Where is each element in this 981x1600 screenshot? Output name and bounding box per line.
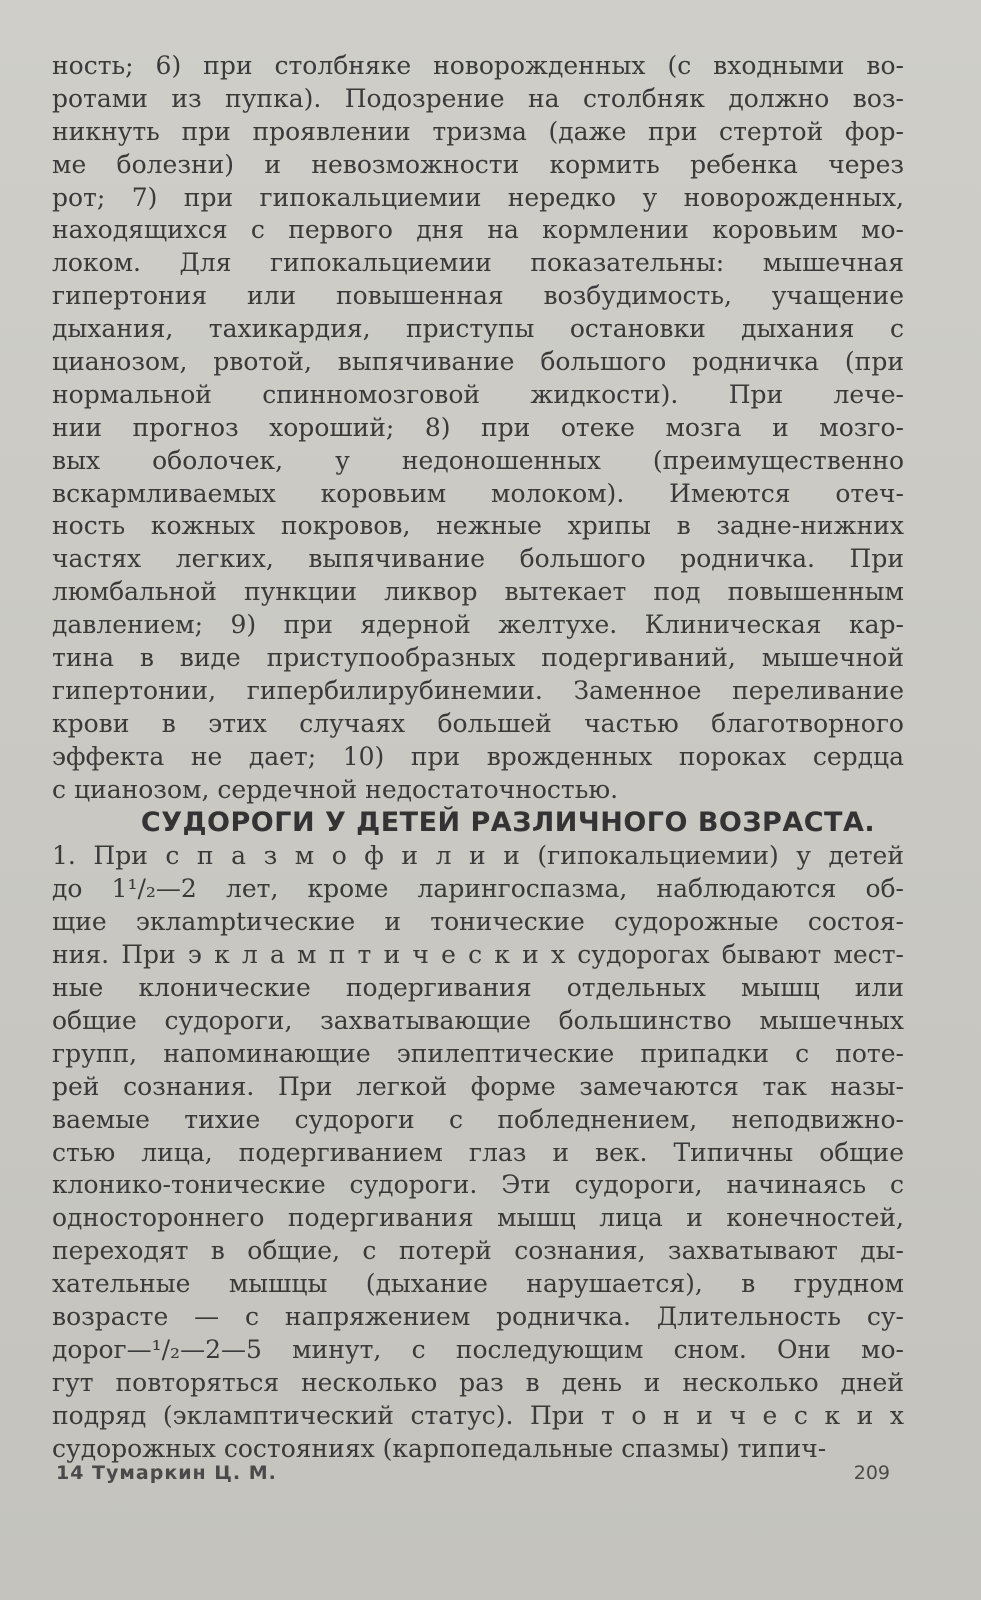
page-number: 209 — [853, 1462, 890, 1484]
text-line: клонико-тонические судороги. Эти судороги, начинаясь с — [52, 1170, 904, 1200]
text-line: нормальной спинномозговой жидкости). При лече- — [52, 379, 904, 409]
text-line: стью лица, подергиванием глаз и век. Типичны общие — [52, 1137, 904, 1167]
text-line: ность кожных покровов, нежные хрипы в задне-нижних — [52, 511, 904, 541]
text-line: тина в виде приступообразных подергиваний, мышечной — [52, 643, 904, 673]
text-line: цианозом, рвотой, выпячивание большого родничка (при — [52, 347, 904, 377]
text-line: частях легких, выпячивание большого родничка. При — [52, 544, 904, 574]
text-line: ния. При э к л а м п т и ч е с к и х судорогах бывают мест- — [52, 940, 904, 970]
text-line: никнуть при проявлении тризма (даже при стертой фор- — [52, 116, 904, 146]
text-line: гипертонии, гипербилирубинемии. Заменное переливание — [52, 675, 904, 705]
text-line: нии прогноз хороший; 8) при отеке мозга и мозго- — [52, 412, 904, 442]
text-line: вскармливаемых коровьим молоком). Имеются отеч- — [52, 478, 904, 508]
text-line: групп, напоминающие эпилептические припадки с поте- — [52, 1038, 904, 1068]
text-line: гипертония или повышенная возбудимость, учащение — [52, 281, 904, 311]
text-line: рей сознания. При легкой форме замечаются так назы- — [52, 1071, 904, 1101]
text-line: давлением; 9) при ядерной желтухе. Клиническая кар- — [52, 610, 904, 640]
text-line: щие эклamptические и тонические судорожные состоя- — [52, 907, 904, 937]
text-line: находящихся с первого дня на кормлении коровьим мо- — [52, 215, 904, 245]
text-line: ваемые тихие судороги с побледнением, неподвижно- — [52, 1104, 904, 1134]
text-line: общие судороги, захватывающие большинство мышечных — [52, 1005, 904, 1035]
text-line: до 1¹/₂—2 лет, кроме ларингоспазма, наблюдаются об- — [52, 874, 904, 904]
text-line: возрасте — с напряжением родничка. Длительность су- — [52, 1301, 904, 1331]
text-line: дорог—¹/₂—2—5 минут, с последующим сном. Они мо- — [52, 1334, 904, 1364]
text-line: вых оболочек, у недоношенных (преимущественно — [52, 445, 904, 475]
text-line: гут повторяться несколько раз в день и несколько дней — [52, 1367, 904, 1397]
section-heading: СУДОРОГИ У ДЕТЕЙ РАЗЛИЧНОГО ВОЗРАСТА. — [140, 807, 876, 839]
text-line: локом. Для гипокальциемии показательны: мышечная — [52, 248, 904, 278]
text-line: дыхания, тахикардия, приступы остановки дыхания с — [52, 314, 904, 344]
text-line: переходят в общие, с потерй сознания, захватывают ды- — [52, 1236, 904, 1266]
text-line: люмбальной пункции ликвор вытекает под повышенным — [52, 577, 904, 607]
text-line: рот; 7) при гипокальциемии нередко у новорожденных, — [52, 182, 904, 212]
text-line: эффекта не дает; 10) при врожденных пороках сердца — [52, 741, 904, 771]
text-line: ность; 6) при столбняке новорожденных (с входными во- — [52, 51, 904, 80]
text-line: с цианозом, сердечной недостаточностью. — [52, 774, 619, 804]
text-line: одностороннего подергивания мышц лица и конечностей, — [52, 1203, 904, 1233]
text-line: ротами из пупка). Подозрение на столбняк должно воз- — [52, 83, 904, 113]
paragraph-spasmophilia — [52, 840, 904, 1465]
signature-mark: 14 Тумаркин Ц. М. — [56, 1462, 277, 1484]
text-line: подряд (экламптический статус). При т о н и ч е с к и х — [52, 1400, 904, 1430]
text-line: крови в этих случаях большей частью благотворного — [52, 708, 904, 738]
text-line: хательные мышцы (дыхание нарушается), в грудном — [52, 1269, 904, 1299]
text-line: ме болезни) и невозможности кормить ребенка через — [52, 149, 904, 179]
text-line: ные клонические подергивания отдельных мышц или — [52, 973, 904, 1003]
text-line: судорожных состояниях (карпопедальные спазмы) типич- — [52, 1433, 827, 1463]
text-line: 1. При с п а з м о ф и л и и (гипокальциемии) у детей — [52, 841, 904, 871]
body-text — [52, 50, 904, 1465]
paragraph-continuation — [52, 50, 904, 806]
